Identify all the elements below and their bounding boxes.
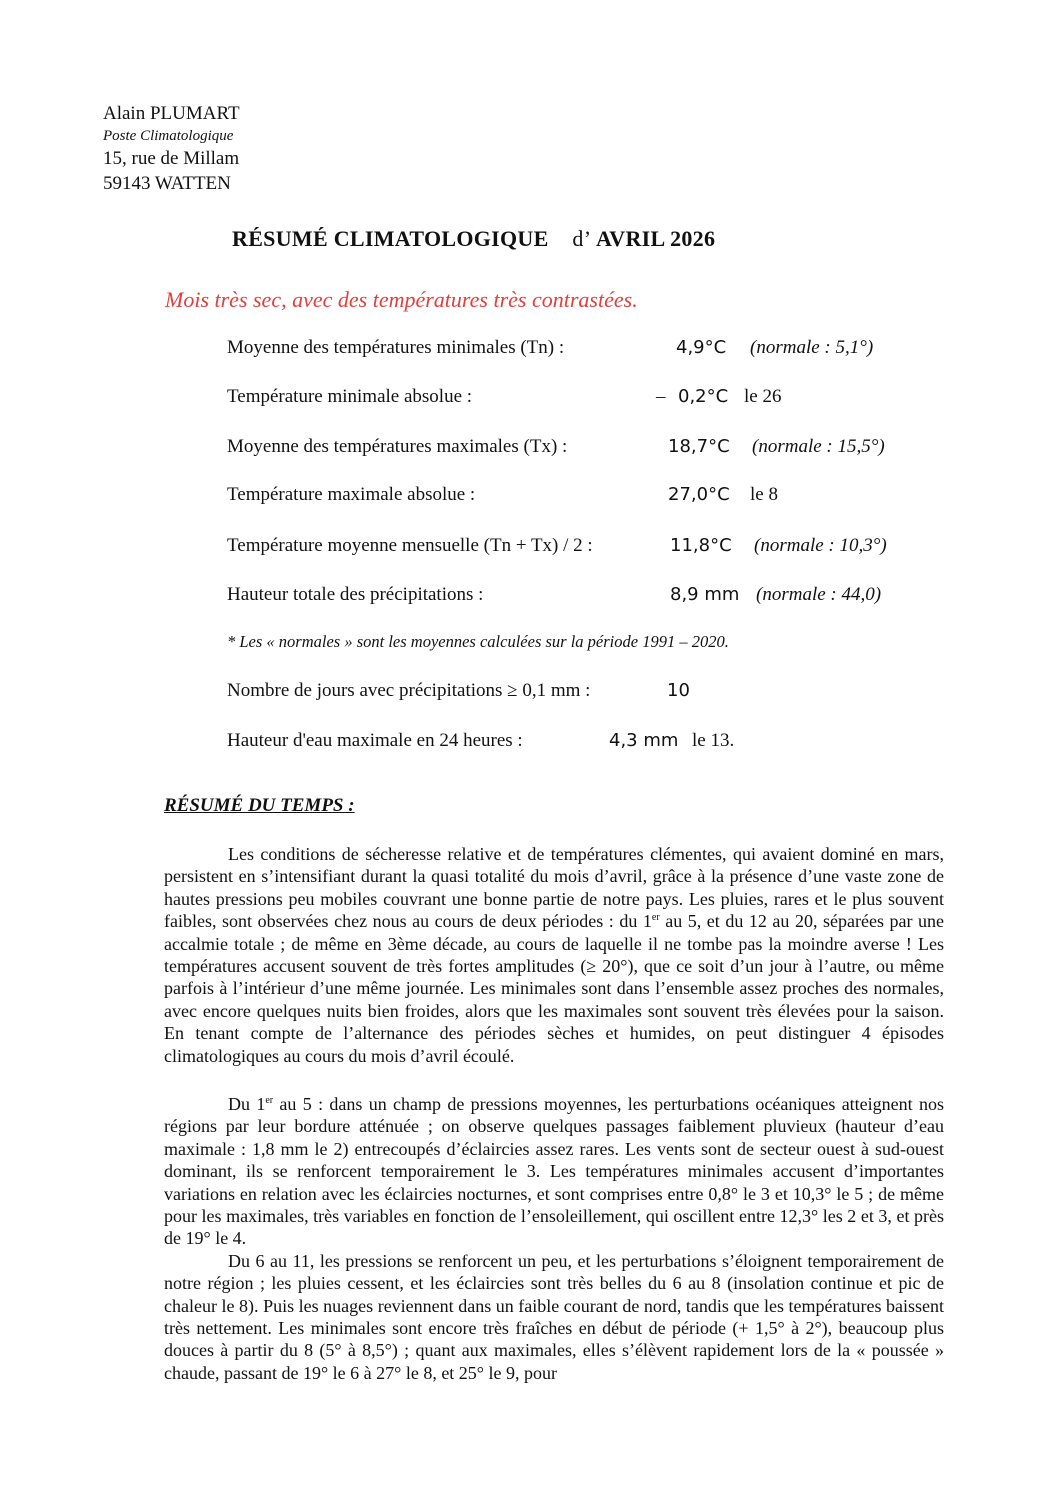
summary-paragraph-3: Du 6 au 11, les pressions se renforcent un peu, et les perturbations s’éloignent temporairement de notre région ; les pluies cessent, et les éclaircies sont très belles du 6 au 8 (insolation continue et pic de chaleur le 8). Puis les nuages reviennent dans un faible courant de nord, tandis que les températures baissent très nettement. Les minimales sont encore très fraîches en début de période (+ 1,5° à 2°), beaucoup plus douces à partir du 8 (5° à 8,5°) ; quant aux maximales, elles s’élèvent rapidement lors de la « poussée » chaude, passant de 19° le 6 à 27° le 8, et 25° le 9, pour (164, 1250, 944, 1383)
normals-footnote: * Les « normales » sont les moyennes calculées sur la période 1991 – 2020. (227, 632, 729, 651)
stat-normal-precip-total: (normale : 44,0) (756, 584, 882, 605)
stat-label-tx-abs: Température maximale absolue : (227, 484, 476, 505)
stat-normal-tx-mean: (normale : 15,5°) (752, 436, 885, 457)
stat-value-t-mean: 11,8°C (670, 535, 732, 556)
stat-value-tx-abs: 27,0°C (668, 484, 730, 505)
stat-normal-tn-mean: (normale : 5,1°) (750, 337, 874, 358)
summary-paragraph-2: Du 1er au 5 : dans un champ de pressions moyennes, les perturbations océaniques atteignent nos régions par leur bordure atténuée ; on observe quelques passages faiblement pluvieux (hauteur d’eau maximale : 1,8 mm le 2) entrecoupés d’éclaircies assez rares. Les vents sont de secteur ouest à sud-ouest dominant, ils se renforcent temporairement le 3. Les températures minimales accusent d’importantes variations en relation avec les éclaircies nocturnes, et sont comprises entre 0,8° le 3 et 10,3° le 5 ; de même pour les maximales, très variables en fonction de l’ensoleillement, qui oscillent entre 12,3° les 2 et 3, et près de 19° le 4. Du 6 au 11, les pressions se renforcent un peu, et les perturbations s’éloignent temporairement de notre région ; les pluies cessent, et les éclaircies sont très belles du 6 au 8 (insolation continue et pic de chaleur le 8). Puis les nuages reviennent dans un faible courant de nord, tandis que les températures baissent très nettement. Les minimales sont encore très fraîches en début de période (+ 1,5° à 2°), beaucoup plus douces à partir du 8 (5° à 8,5°) ; quant aux maximales, elles s’élèvent rapidement lors de la « poussée » chaude, passant de 19° le 6 à 27° le 8, et 25° le 9, pour (164, 1094, 944, 1383)
stat-value-precip-total: 8,9 mm (670, 584, 740, 605)
stat-label-rain-days: Nombre de jours avec précipitations ≥ 0,1 mm : (227, 680, 591, 701)
stat-value-max-24h: 4,3 mm (609, 730, 679, 751)
stat-prefix-tn-abs: – (656, 386, 666, 407)
title-month: AVRIL 2026 (595, 226, 716, 251)
stat-value-tx-mean: 18,7°C (668, 436, 730, 457)
summary-paragraph-1: Les conditions de sécheresse relative et de températures clémentes, qui avaient dominé en mars, persistent en s’intensifiant durant la quasi totalité du mois d’avril, grâce à la présence d’une vaste zone de hautes pressions peu mobiles couvrant une bonne partie de notre pays. Les pluies, rares et le plus souvent faibles, sont observées chez nous au cours de deux périodes : du 1er au 5, et du 12 au 20, séparées par une accalmie totale ; de même en 3ème décade, au cours de laquelle il ne tombe pas la moindre averse ! Les températures accusent souvent de très fortes amplitudes (≥ 20°), que ce soit d’un jour à l’autre, ou même parfois à l’intérieur d’une même journée. Les minimales sont dans l’ensemble assez proches des normales, avec encore quelques nuits bien froides, alors que les maximales sont souvent très élevées pour la saison. En tenant compte de l’alternance des périodes sèches et humides, on peut distinguer 4 épisodes climatologiques au cours du mois d’avril écoulé. (164, 844, 945, 1066)
address-street: 15, rue de Millam (103, 148, 240, 169)
title-connector: d’ (572, 226, 592, 251)
stat-label-tx-mean: Moyenne des températures maximales (Tx) : (227, 436, 568, 457)
stat-label-tn-mean: Moyenne des températures minimales (Tn) : (227, 337, 565, 358)
stat-label-precip-total: Hauteur totale des précipitations : (227, 584, 484, 605)
stat-label-t-mean: Température moyenne mensuelle (Tn + Tx) / 2 : (227, 535, 593, 556)
section-title: RÉSUMÉ DU TEMPS : (164, 795, 355, 816)
stat-label-tn-abs: Température minimale absolue : (227, 386, 473, 407)
stat-date-tx-abs: le 8 (750, 484, 778, 505)
address-city: 59143 WATTEN (103, 173, 231, 194)
stat-normal-t-mean: (normale : 10,3°) (754, 535, 887, 556)
author-role: Poste Climatologique (103, 128, 234, 144)
page-subtitle: Mois très sec, avec des températures très contrastées. (165, 287, 638, 312)
title-main: RÉSUMÉ CLIMATOLOGIQUE (232, 226, 549, 251)
page-title (232, 226, 715, 252)
stat-value-tn-mean: 4,9°C (676, 337, 727, 358)
author-name: Alain PLUMART (103, 103, 240, 124)
stat-date-tn-abs: le 26 (744, 386, 782, 407)
stat-date-max-24h: le 13. (692, 730, 735, 751)
stat-label-max-24h: Hauteur d'eau maximale en 24 heures : (227, 730, 523, 751)
stat-value-tn-abs: 0,2°C (678, 386, 729, 407)
stat-value-rain-days: 10 (667, 680, 690, 701)
